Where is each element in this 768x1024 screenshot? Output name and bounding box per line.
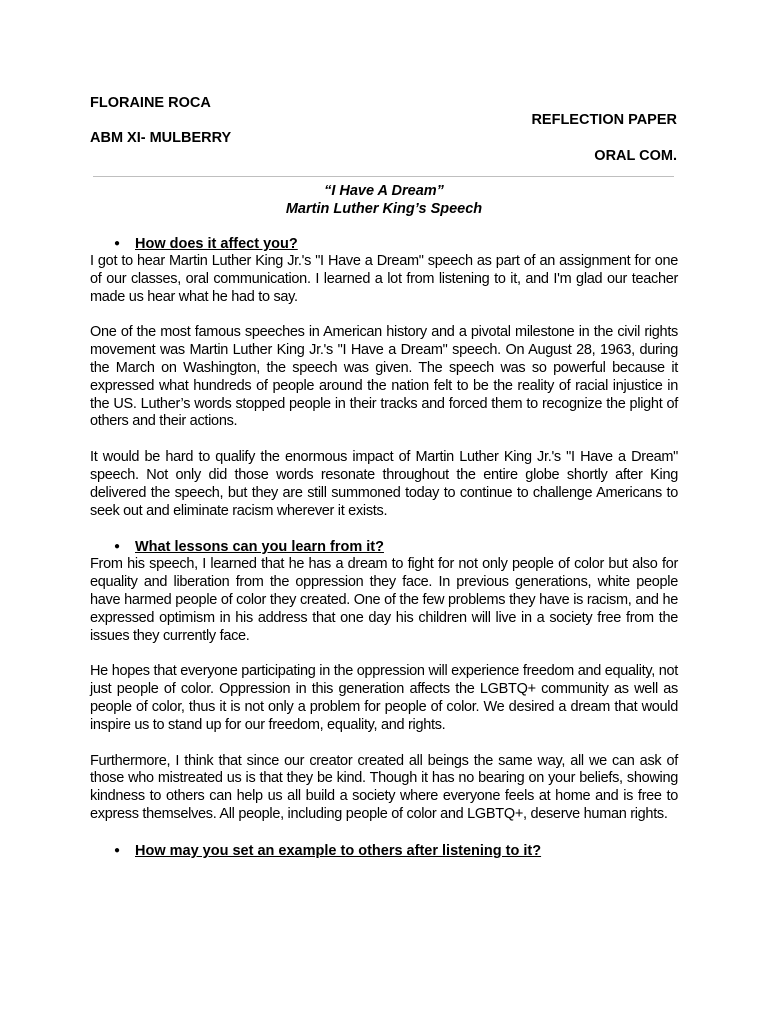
header-divider bbox=[93, 176, 674, 177]
paragraph: One of the most famous speeches in American history and a pivotal milestone in the civil rights movement was Martin Luther King Jr.'s "I Have a Dream" speech. On August 28, 1963, during the March on Washington, the speech was given. The speech was so powerful because it expressed what hundreds of people around the nation felt to be the reality of racial injustice in the US. Luther’s words stopped people in their tracks and forced them to recognize the plight of others and their actions. bbox=[90, 324, 678, 430]
paragraph: From his speech, I learned that he has a dream to fight for not only people of color but also for equality and liberation from the oppression they face. In previous generations, white people have harmed people of color they created. One of the few problems they have is racism, and he expressed optimism in his address that one day his children will live in a society free from the issues they currently face. bbox=[90, 556, 678, 644]
question-text: What lessons can you learn from it? bbox=[135, 539, 384, 556]
paragraph: Furthermore, I think that since our creator created all beings the same way, all we can ask of those who mistreated us is that they be kind. Though it has no bearing on your beliefs, showing kindness to others can help us all build a society where everyone feels at home and is free to express themselves. All people, including people of color and LGBTQ+, deserve human rights. bbox=[90, 752, 678, 822]
question-text: How may you set an example to others after listening to it? bbox=[135, 842, 542, 859]
student-name: FLORAINE ROCA bbox=[90, 95, 211, 111]
paragraph: He hopes that everyone participating in the oppression will experience freedom and equality, not just people of color. Oppression in this generation affects the LGBTQ+ community as well as people of color, thus it is not only a problem for people of color. We desired a dream that would inspire us to stand up for our freedom, equality, and rights. bbox=[90, 663, 678, 733]
question-2 bbox=[90, 538, 678, 556]
document-title: “I Have A Dream” bbox=[324, 183, 444, 199]
document-subtitle: Martin Luther King’s Speech bbox=[285, 201, 483, 217]
document-type: REFLECTION PAPER bbox=[531, 112, 677, 128]
paragraph: I got to hear Martin Luther King Jr.'s "I Have a Dream" speech as part of an assignment for one of our classes, oral communication. I learned a lot from listening to it, and I'm glad our teacher made us hear what he had to say. bbox=[90, 253, 678, 305]
document-body bbox=[90, 235, 678, 860]
subject-label: ORAL COM. bbox=[594, 148, 677, 164]
question-3 bbox=[90, 842, 678, 860]
question-1 bbox=[90, 235, 678, 253]
bullet-icon: ● bbox=[114, 541, 121, 553]
bullet-icon: ● bbox=[114, 844, 121, 856]
paragraph: It would be hard to qualify the enormous impact of Martin Luther King Jr.'s "I Have a Dream" speech. Not only did those words resonate throughout the entire globe shortly after King delivered the speech, but they are still summoned today to continue to challenge Americans to seek out and eliminate racism wherever it exists. bbox=[90, 449, 678, 519]
question-text: How does it affect you? bbox=[135, 236, 298, 252]
student-section: ABM XI- MULBERRY bbox=[90, 130, 232, 146]
bullet-icon: ● bbox=[114, 238, 121, 249]
